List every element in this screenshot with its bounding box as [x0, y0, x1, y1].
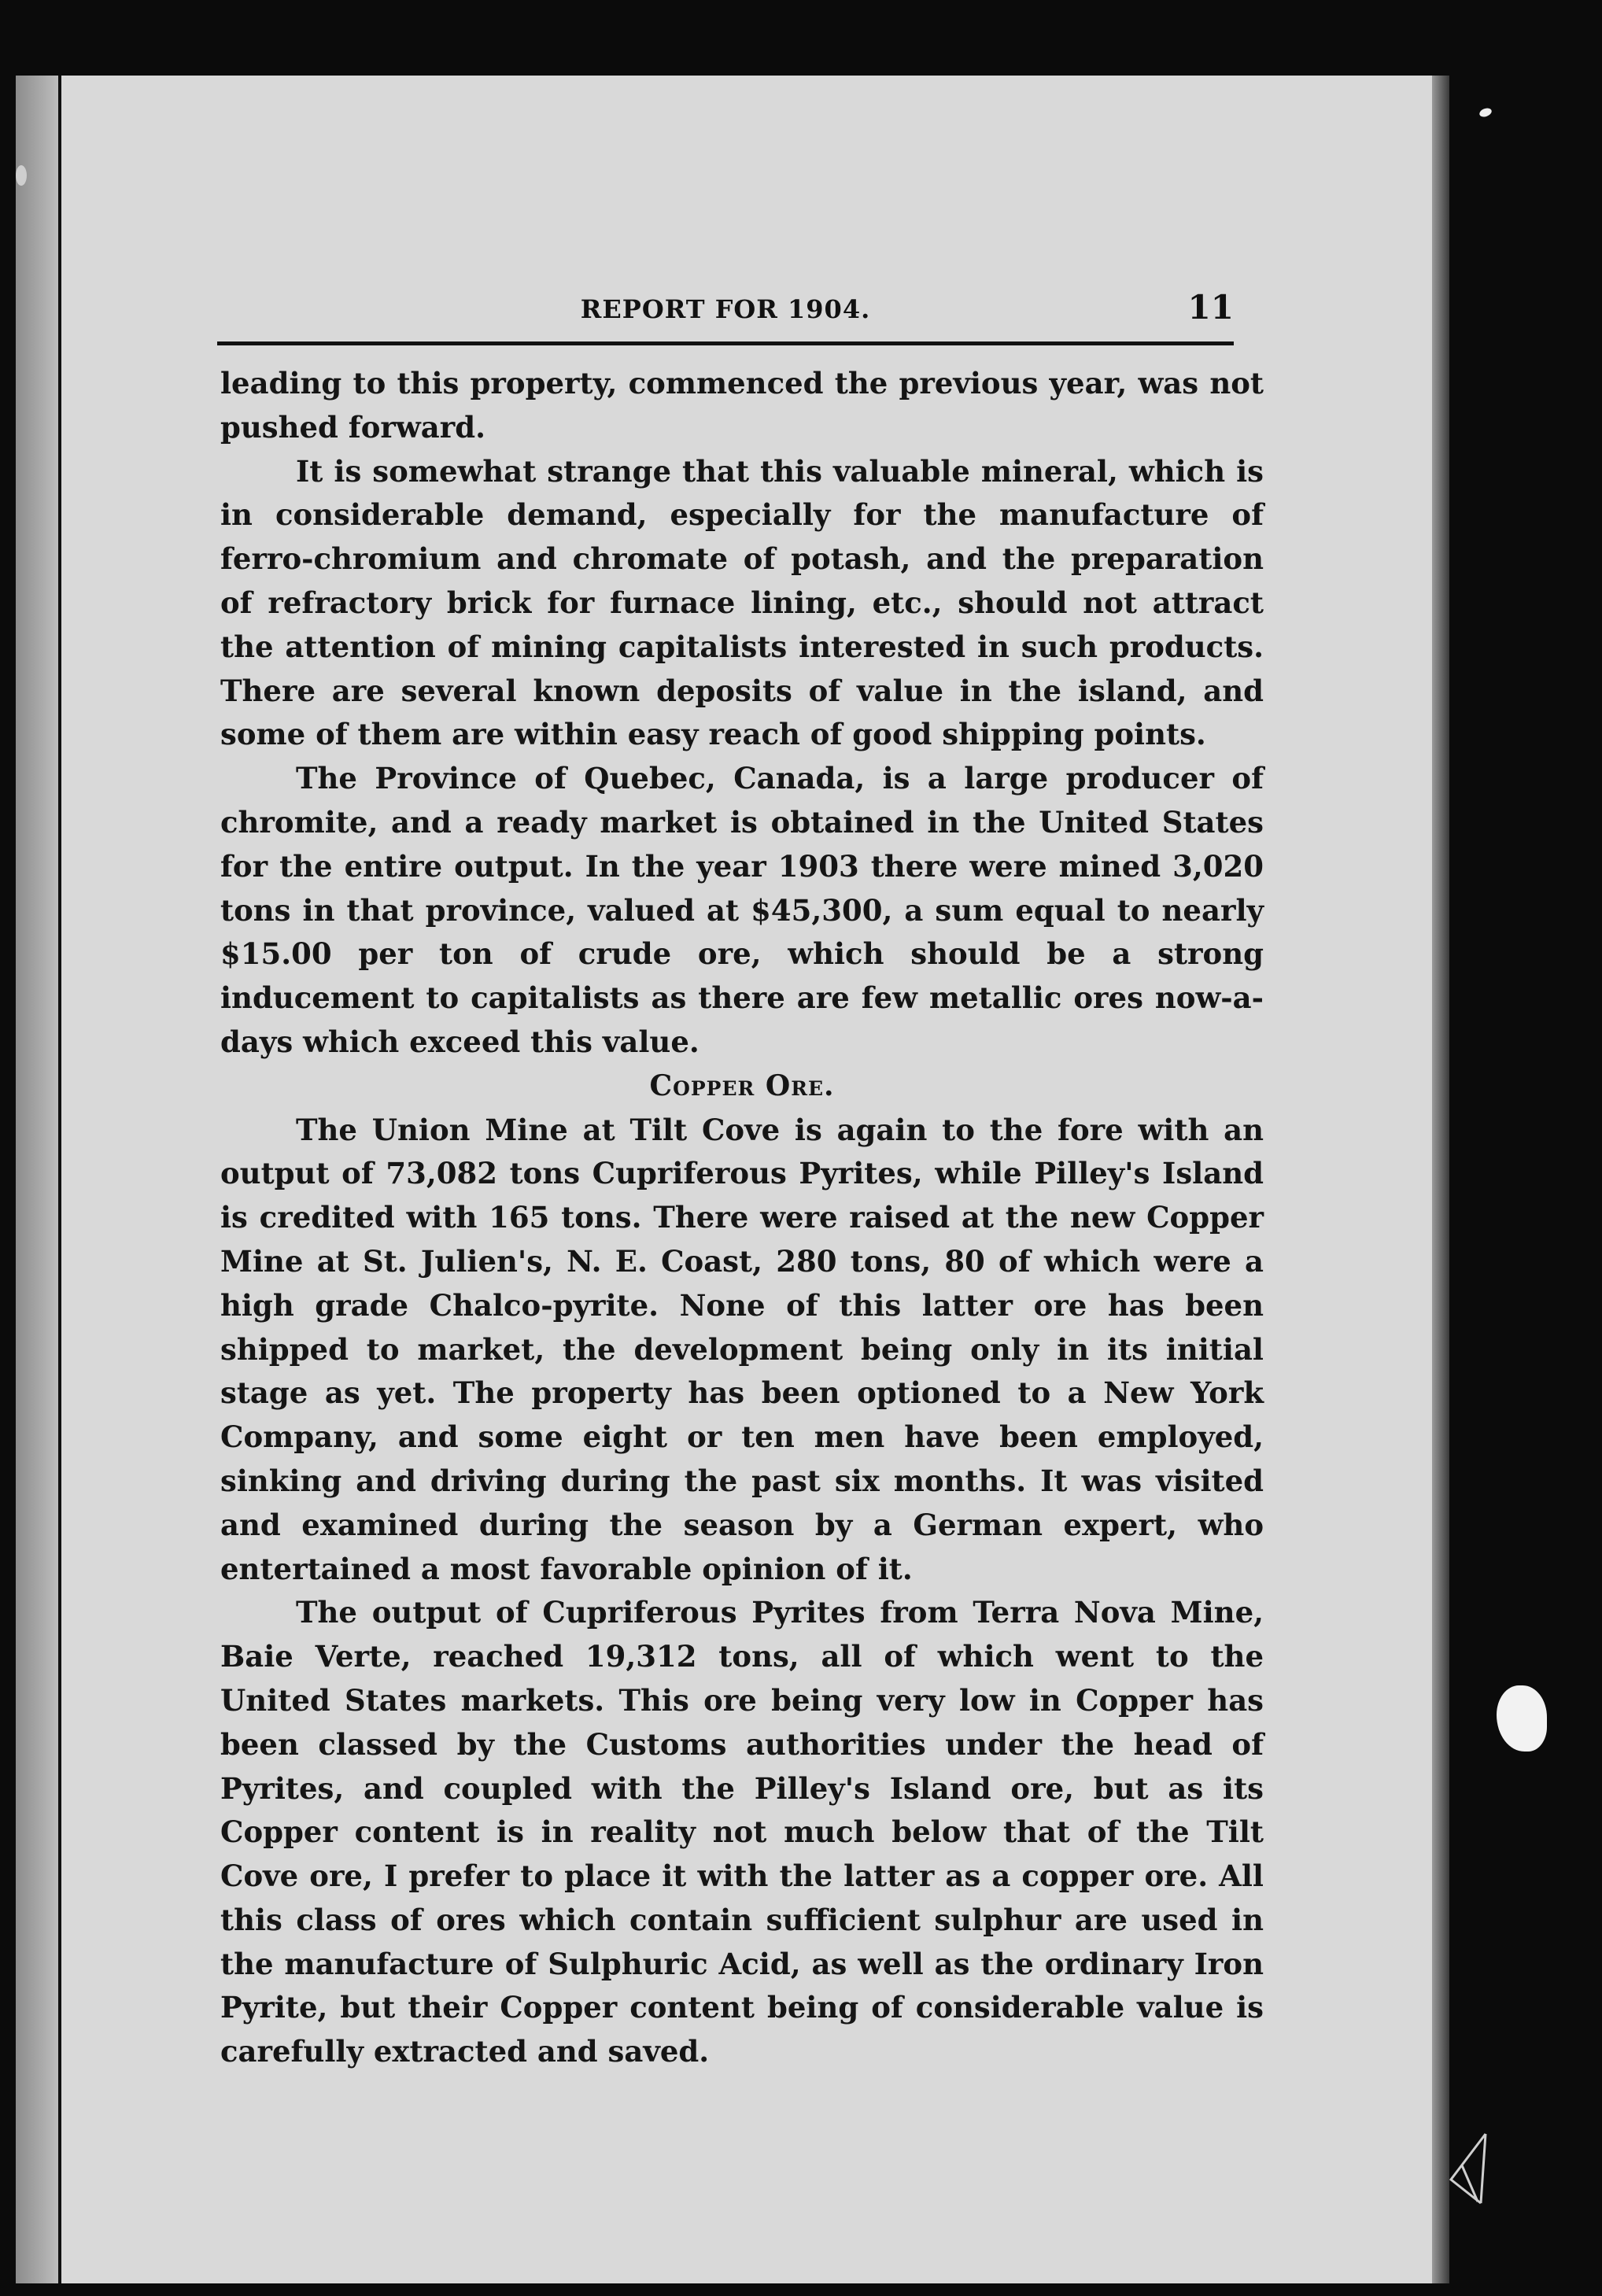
- corner-crease-mark: [1446, 2131, 1489, 2206]
- facing-page-edge: [16, 76, 58, 2283]
- scan-blemish: [1497, 1685, 1547, 1752]
- running-head: [217, 288, 1234, 343]
- page-number: 11: [1187, 288, 1234, 327]
- paragraph: It is somewhat strange that this valuable mineral, which is in considerable demand, especially for the manufacture of ferro-chromium and chromate of potash, and the preparation of refractory brick for furnace lining, etc., should not attract the attention of mining capitalists interested in such products. There are several known deposits of value in the island, and some of them are within easy reach of good shipping points.: [220, 453, 1264, 752]
- page-edge-shadow: [1432, 76, 1449, 2283]
- scan-speck: [1478, 107, 1493, 119]
- scan-speck: [16, 165, 27, 186]
- body-text: [220, 362, 1264, 2074]
- running-head-title: REPORT FOR 1904.: [580, 294, 871, 324]
- paragraph: The Union Mine at Tilt Cove is again to the fore with an output of 73,082 tons Cupriferous Pyrites, while Pilley's Island is credited with 165 tons. There were raised at the new Copper Mine at St. Julien's, N. E. Coast, 280 tons, 80 of which were a high grade Chalco-pyrite. None of this latter ore has been shipped to market, the development being only in its initial stage as yet. The property has been optioned to a New York Company, and some eight or ten men have been employed, sinking and driving during the past six months. It was visited and examined during the season by a German expert, who entertained a most favorable opinion of it.: [220, 1112, 1264, 1586]
- section-heading: Copper Ore.: [649, 1069, 835, 1102]
- paragraph: leading to this property, commenced the previous year, was not pushed forward.: [220, 366, 1264, 445]
- paragraph: The output of Cupriferous Pyrites from Terra Nova Mine, Baie Verte, reached 19,312 tons, all of which went to the United States markets. This ore being very low in Copper has been classed by the Customs authorities under the head of Pyrites, and coupled with the Pilley's Island ore, but as its Copper content is in reality not much below that of the Tilt Cove ore, I prefer to place it with the latter as a copper ore. All this class of ores which contain sufficient sulphur are used in the manufacture of Sulphuric Acid, as well as the ordinary Iron Pyrite, but their Copper content being of considerable value is carefully extracted and saved.: [220, 1595, 1264, 2069]
- header-rule: [217, 341, 1234, 345]
- paragraph: The Province of Quebec, Canada, is a large producer of chromite, and a ready market is obtained in the United States for the entire output. In the year 1903 there were mined 3,020 tons in that province, valued at $45,300, a sum equal to nearly $15.00 per ton of crude ore, which should be a strong inducement to capitalists as there are few metallic ores now-a-days which exceed this value.: [220, 761, 1264, 1059]
